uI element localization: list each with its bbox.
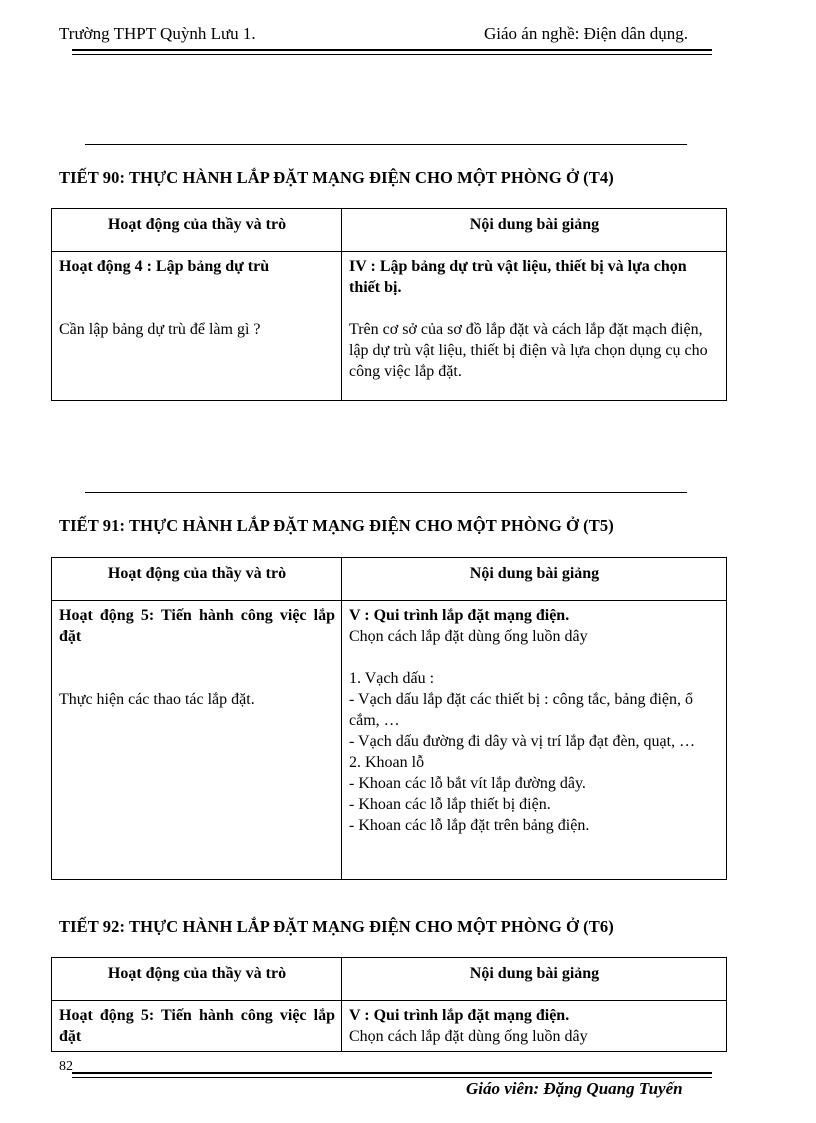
content-line: 2. Khoan lỗ xyxy=(349,754,425,771)
content-line: - Khoan các lỗ lắp đặt trên bảng điện. xyxy=(349,817,590,834)
content-line: - Vạch dấu đường đi dây và vị trí lắp đạt đèn, quạt, … xyxy=(349,733,696,750)
footer-teacher: Giáo viên: Đặng Quang Tuyến xyxy=(466,1079,683,1098)
column-header: Hoạt động của thầy và trò xyxy=(52,958,342,1001)
content-line: 1. Vạch dấu : xyxy=(349,670,435,687)
content-line: - Khoan các lỗ lắp thiết bị điện. xyxy=(349,796,551,813)
activity-title: Hoạt động 5: Tiến hành công việc lắp đặt xyxy=(59,1007,335,1045)
content-body: Trên cơ sở của sơ đồ lắp đặt và cách lắp đặt mạch điện, lập dự trù vật liệu, thiết bị điện và lựa chọn dụng cụ cho công việc lắp đặt. xyxy=(349,321,708,380)
footer-rule xyxy=(72,1072,712,1078)
content-cell xyxy=(342,1001,727,1052)
content-line: - Vạch dấu lắp đặt các thiết bị : công tắc, bảng điện, ổ cắm, … xyxy=(349,691,694,729)
separator-line xyxy=(85,492,687,493)
content-line: - Khoan các lỗ bắt vít lắp đường dây. xyxy=(349,775,586,792)
activity-question: Cần lập bảng dự trù để làm gì ? xyxy=(59,321,261,338)
lesson-table xyxy=(51,208,727,401)
content-heading: IV : Lập bảng dự trù vật liệu, thiết bị và lựa chọn thiết bị. xyxy=(349,258,687,296)
page-number: 82 xyxy=(59,1059,73,1074)
lesson-title: TIẾT 92: THỰC HÀNH LẮP ĐẶT MẠNG ĐIỆN CHO MỘT PHÒNG Ở (T6) xyxy=(59,917,614,936)
content-cell xyxy=(342,601,727,880)
column-header: Hoạt động của thầy và trò xyxy=(52,209,342,252)
content-cell xyxy=(342,252,727,401)
activity-title: Hoạt động 4 : Lập bảng dự trù xyxy=(59,258,270,275)
activity-task: Thực hiện các thao tác lắp đặt. xyxy=(59,691,255,708)
column-header: Nội dung bài giảng xyxy=(342,958,727,1001)
activity-cell xyxy=(52,601,342,880)
column-header: Nội dung bài giảng xyxy=(342,209,727,252)
content-subtitle: Chọn cách lắp đặt dùng ống luồn dây xyxy=(349,628,588,645)
lesson-title: TIẾT 91: THỰC HÀNH LẮP ĐẶT MẠNG ĐIỆN CHO MỘT PHÒNG Ở (T5) xyxy=(59,516,614,535)
activity-cell xyxy=(52,252,342,401)
column-header: Hoạt động của thầy và trò xyxy=(52,558,342,601)
content-subtitle: Chọn cách lắp đặt dùng ống luồn dây xyxy=(349,1028,588,1045)
header-school: Trường THPT Quỳnh Lưu 1. xyxy=(59,24,256,43)
activity-title: Hoạt động 5: Tiến hành công việc lắp đặt xyxy=(59,607,335,645)
column-header: Nội dung bài giảng xyxy=(342,558,727,601)
content-heading: V : Qui trình lắp đặt mạng điện. xyxy=(349,1007,570,1024)
content-heading: V : Qui trình lắp đặt mạng điện. xyxy=(349,607,570,624)
activity-cell xyxy=(52,1001,342,1052)
lesson-table xyxy=(51,957,727,1052)
header-rule xyxy=(72,49,712,55)
separator-line xyxy=(85,144,687,145)
header-subject: Giáo án nghề: Điện dân dụng. xyxy=(484,24,688,43)
lesson-table xyxy=(51,557,727,880)
lesson-title: TIẾT 90: THỰC HÀNH LẮP ĐẶT MẠNG ĐIỆN CHO MỘT PHÒNG Ở (T4) xyxy=(59,168,614,187)
